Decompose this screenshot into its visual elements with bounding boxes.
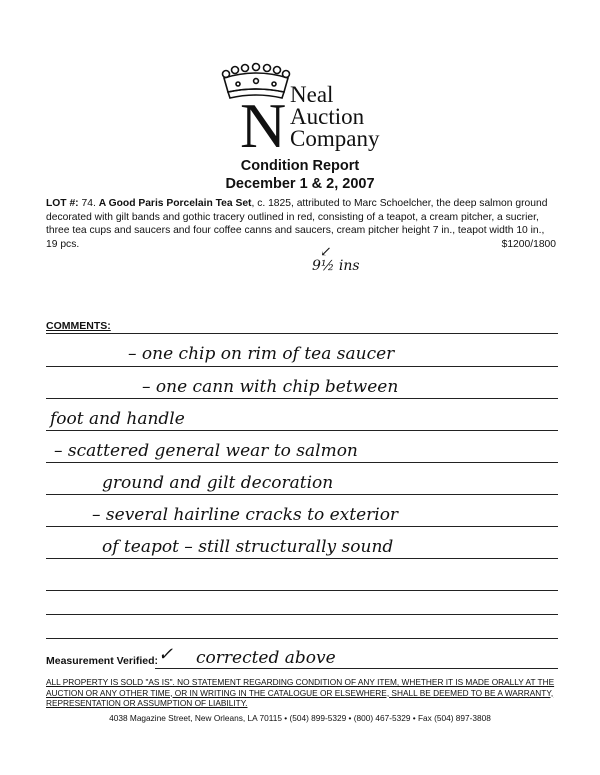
comment-rule (46, 366, 558, 367)
company-name-line3: Company (290, 126, 380, 151)
comment-rule (46, 333, 558, 334)
lot-number: 74. (81, 198, 96, 209)
report-title: Condition Report (240, 158, 360, 174)
disclaimer-text: ALL PROPERTY IS SOLD "AS IS". NO STATEMENT REGARDING CONDITION OF ANY ITEM, WHETHER IT IS MADE ORALLY AT THE AUCTION OR ANY OTHER TIME, OR IN WRITING IN THE CATALOGUE OR ELSEWHERE, SHALL BE DEEMED TO BE A WARRANTY, REPRESENTATION OR ASSUMPTION OF LIABILITY. (46, 677, 555, 708)
report-dates: December 1 & 2, 2007 (225, 176, 375, 192)
lot-label: LOT #: (46, 198, 79, 209)
lot-name: A Good Paris Porcelain Tea Set (98, 198, 252, 209)
check-icon: ✓ (158, 644, 174, 665)
comment-rule (46, 558, 558, 559)
comment-rule (46, 462, 558, 463)
company-name-line2: Auction (290, 104, 365, 129)
comment-line-7: of teapot – still structurally sound (102, 537, 394, 557)
comment-rule (46, 398, 558, 399)
lot-estimate: $1200/1800 (501, 238, 556, 250)
comment-rule (46, 494, 558, 495)
handwritten-measurement: 9½ ins (312, 258, 360, 274)
logo-initial: N (240, 90, 287, 161)
comment-rule (46, 430, 558, 431)
lot-description: , c. 1825, attributed to Marc Schoelcher, the deep salmon ground decorated with gilt bands and gothic tracery outlined in red, consisting of a teapot, a cream pitcher, a sucrier, three tea cups and saucers and four coffee canns and saucers, cream pitcher height 7 in., teapot width 10 in., 19 pcs. (46, 198, 548, 250)
measurement-verified-label: Measurement Verified: (46, 655, 159, 667)
comment-line-4: – scattered general wear to salmon (54, 441, 358, 461)
comment-line-2: – one cann with chip between (142, 377, 399, 397)
comment-rule (46, 526, 558, 527)
measurement-handwritten-note: corrected above (196, 648, 336, 668)
comment-rule (46, 614, 558, 615)
company-name-line1: Neal (290, 82, 334, 107)
comment-line-3: foot and handle (50, 409, 185, 429)
measurement-rule (155, 668, 558, 669)
comment-rule (46, 590, 558, 591)
comment-rule (46, 638, 558, 639)
comment-line-5: ground and gilt decoration (102, 473, 334, 493)
comment-line-1: – one chip on rim of tea saucer (128, 344, 395, 364)
company-address: 4038 Magazine Street, New Orleans, LA 70115 • (504) 899-5329 • (800) 467-5329 • Fax (504) 897-3808 (109, 713, 491, 723)
arrow-icon: ↙ (320, 244, 332, 260)
comments-label: COMMENTS: (46, 320, 111, 332)
comment-line-6: – several hairline cracks to exterior (92, 505, 399, 525)
